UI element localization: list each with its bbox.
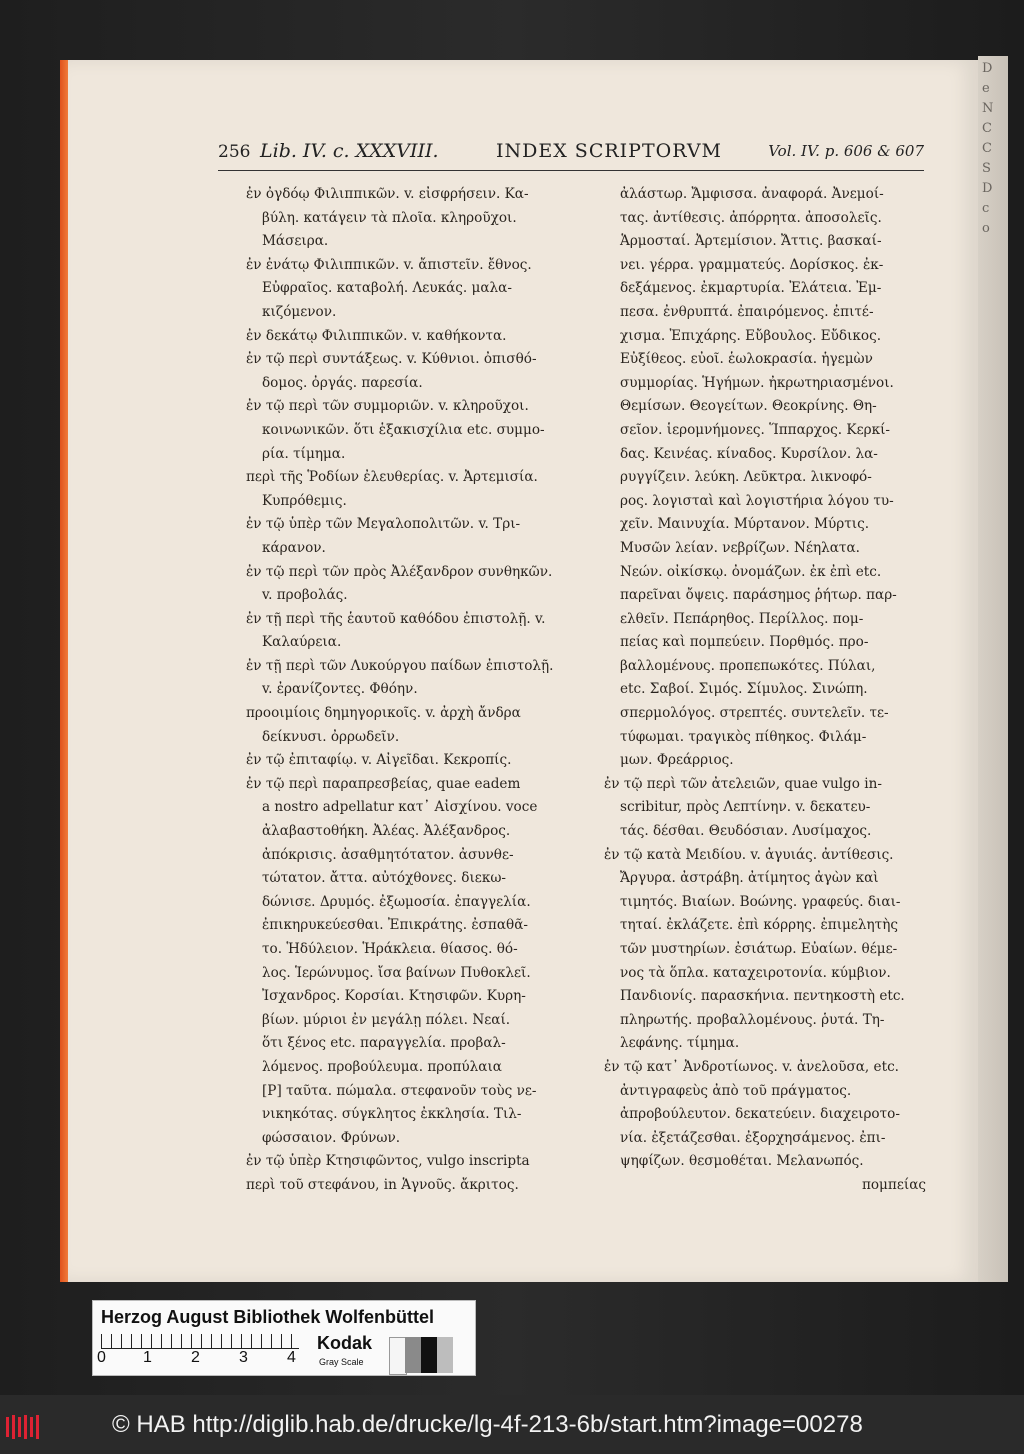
text-line: τας. ἀντίθεσις. ἀπόρρητα. ἀποσολεῖς. [620,209,882,226]
text-line: βύλη. κατάγειν τὰ πλοῖα. κληροῦχοι. [262,209,517,226]
text-line: Ἄργυρα. ἀστράβη. ἀτίμητος ἀγὼν καὶ [620,870,879,887]
catchword: πομπείας [861,1176,926,1193]
scale-number: 4 [287,1349,296,1366]
text-line: Ἁρμοσταί. Ἀρτεμίσιον. Ἄττις. βασκαί- [620,233,882,250]
text-line: a nostro adpellatur κατ᾽ Αἰσχίνου. voce [262,799,538,816]
text-line: ἐν τῷ περὶ παραπρεσβείας, quae eadem [246,775,521,792]
text-line: δώνισε. Δρυμός. ἐξωμοσία. ἐπαγγελία. [262,893,531,910]
page-number: 256 [218,142,251,162]
text-line: κάρανον. [262,539,326,556]
text-line: Καλαύρεια. [262,634,342,651]
text-line: v. ἐρανίζοντες. Φθόην. [262,681,418,698]
scale-number: 0 [97,1349,106,1366]
text-line: σεῖον. ἱερομνήμονες. Ἵππαρχος. Κερκί- [620,421,891,438]
text-line: ἐν τῷ περὶ τῶν συμμοριῶν. v. κληροῦχοι. [246,398,529,415]
gray-patch [405,1337,421,1373]
color-calibration-bar [92,1300,476,1376]
text-line: δας. Κεινέας. κίναδος. Κυρσίλον. λα- [620,445,878,462]
text-line: τηταί. ἐκλάζετε. ἐπὶ κόρρης. ἐπιμελητὴς [620,917,898,934]
text-line: νικηκότας. σύγκλητος ἐκκλησία. Τιλ- [262,1106,522,1123]
text-line: τάς. δέσθαι. Θευδόσιαν. Λυσίμαχος. [620,823,872,840]
text-line: ελθεῖν. Πεπάρηθος. Περίλλος. πομ- [620,610,864,627]
text-line: χεῖν. Μαινυχία. Μύρτανον. Μύρτις. [620,516,870,533]
text-line: λεφάνης. τίμημα. [620,1035,740,1052]
text-line: ἐν τῷ ἐπιταφίῳ. v. Αἰγεῖδαι. Κεκροπίς. [246,752,512,769]
text-line: v. προβολάς. [262,587,348,604]
text-line: χισμα. Ἐπιχάρης. Εὔβουλος. Εὔδικος. [620,327,882,344]
text-line: ἐν τῷ ὑπὲρ Κτησιφῶντος, vulgo inscripta [246,1153,530,1170]
hab-logo-icon [4,1413,44,1441]
text-line: Ἰσχανδρος. Κορσίαι. Κτησιφῶν. Κυρη- [262,988,526,1005]
left-text-column [246,183,572,1198]
text-line: scribitur, πρὸς Λεπτίνην. v. δεκατευ- [620,799,871,816]
text-line: Μάσειρα. [262,233,329,250]
facing-page-edge: D e N C C S D c o [978,56,1008,1282]
library-label: Herzog August Bibliothek Wolfenbüttel [101,1307,434,1327]
text-line: κιζόμενον. [262,303,337,320]
text-line: δείκνυσι. ὀρρωδεῖν. [262,728,400,745]
text-line: Πανδιονίς. παρασκήνια. πεντηκοστὴ etc. [620,988,905,1005]
footer-bar [0,1395,1024,1454]
text-line: etc. Σαβοί. Σιμός. Σίμυλος. Σινώπη. [620,681,868,698]
text-line: Εὐξίθεος. εὐοῖ. ἑωλοκρασία. ἡγεμὼν [620,351,873,368]
text-line: προοιμίοις δημηγορικοῖς. v. ἀρχὴ ἄνδρα [246,705,521,722]
text-line: λος. Ἱερώνυμος. ἴσα βαίνων Πυθοκλεῖ. [262,964,531,981]
text-line: δεξάμενος. ἐκμαρτυρία. Ἐλάτεια. Ἐμ- [620,280,882,297]
text-line: πληρωτής. προβαλλομένους. ῥυτά. Τη- [620,1011,885,1028]
text-line: ἐν τῷ περὶ τῶν ἀτελειῶν, quae vulgo in- [604,775,882,792]
text-line: τώτατον. ἄττα. αὐτόχθονες. διεκω- [262,870,507,887]
volume-ref: Vol. IV. p. 606 & 607 [768,142,924,160]
text-line: ἀπροβούλευτον. δεκατεύειν. διαχειροτο- [620,1106,900,1123]
text-line: Μυσῶν λείαν. νεβρίζων. Νέηλατα. [620,539,860,556]
text-line: ἐν τῷ περὶ τῶν πρὸς Ἀλέξανδρον συνθηκῶν. [246,563,553,580]
scale-number: 1 [143,1349,152,1366]
text-line: ἐπικηρυκεύεσθαι. Ἐπικράτης. ἐσπαθᾶ- [262,917,529,934]
page-title: INDEX SCRIPTORVM [496,140,723,162]
text-line: περὶ τῆς Ῥοδίων ἐλευθερίας. v. Ἀρτεμισία. [246,469,538,486]
text-line: Νεών. οἰκίσκῳ. ὀνομάζων. ἐκ ἐπὶ etc. [620,563,882,580]
scale-number: 2 [191,1349,200,1366]
text-line: το. Ἡδύλειον. Ἡράκλεια. θίασος. θό- [262,941,518,957]
page-fore-edge [60,60,68,1282]
text-line: νος τὰ ὅπλα. καταχειροτονία. κύμβιον. [620,964,891,981]
text-line: ἐν τῷ κατὰ Μειδίου. v. ἀγυιάς. ἀντίθεσις. [604,846,894,863]
text-line: [Ρ] ταῦτα. πώμαλα. στεφανοῦν τοὺς νε- [262,1082,537,1099]
text-line: βίων. μύριοι ἐν μεγάλῃ πόλει. Νεαί. [262,1011,511,1028]
text-line: ἐν ἐνάτῳ Φιλιππικῶν. v. ἄπιστεῖν. ἔθνος. [246,256,532,273]
text-line: δομος. ὀργάς. παρεσία. [262,374,423,391]
text-line: ἐν τῷ ὑπὲρ τῶν Μεγαλοπολιτῶν. v. Τρι- [246,516,521,533]
text-line: λόμενος. προβούλευμα. προπύλαια [262,1058,502,1075]
kodak-logo: Kodak [317,1333,373,1353]
text-line: Θεμίσων. Θεογείτων. Θεοκρίνης. Θη- [620,398,877,415]
text-line: ἐν τῇ περὶ τῶν Λυκούργου παίδων ἐπιστολῇ. [246,657,554,674]
text-line: ἀλαβαστοθήκη. Ἀλέας. Ἀλέξανδρος. [262,823,511,840]
grayscale-label: Gray Scale [319,1357,364,1367]
text-line: κοινωνικῶν. ὅτι ἑξακισχίλια etc. συμμο- [262,421,545,438]
text-line: ἀπόκρισις. ἀσαθμητότατον. ἀσυνθε- [262,846,514,863]
right-text-column [604,183,926,1198]
text-line: ἀλάστωρ. Ἄμφισσα. ἀναφορά. Ἀνεμοί- [620,186,884,202]
text-line: ἐν τῷ περὶ συντάξεως. v. Κύθνιοι. ὀπισθό- [246,351,537,368]
text-line: ψηφίζων. θεσμοθέται. Μελανωπός. [620,1153,864,1170]
text-line: Κυπρόθεμις. [262,492,347,509]
text-line: ρυγγίζειν. λεύκη. Λεῦκτρα. λικνοφό- [620,469,872,486]
running-header [218,140,924,171]
scale-ruler [101,1334,299,1349]
text-line: πείας καὶ πομπεύειν. Πορθμός. προ- [620,634,869,651]
text-line: πεσα. ἐνθρυπτά. ἐπαιρόμενος. ἐπιτέ- [620,303,874,320]
text-line: ὅτι ξένος etc. παραγγελία. προβαλ- [262,1035,506,1052]
text-line: τύφωμαι. τραγικὸς πίθηκος. Φιλάμ- [620,728,867,745]
text-line: σπερμολόγος. στρεπτές. συντελεῖν. τε- [620,705,889,722]
text-line: ρία. τίμημα. [262,445,346,462]
text-line: τιμητός. Βιαίων. Βοώνης. γραφεύς. διαι- [620,893,901,910]
scale-number: 3 [239,1349,248,1366]
text-line: βαλλομένους. προπεπωκότες. Πύλαι, [620,657,876,674]
text-line: ἐν δεκάτῳ Φιλιππικῶν. v. καθήκοντα. [246,327,507,344]
text-line: παρεῖναι ὄψεις. παράσημος ῥήτωρ. παρ- [620,587,897,604]
text-line: ἐν τῇ περὶ τῆς ἑαυτοῦ καθόδου ἐπιστολῇ. v. [246,610,546,627]
copyright-link[interactable]: © HAB http://diglib.hab.de/drucke/lg-4f-213-6b/start.htm?image=00278 [112,1411,863,1438]
gray-patch [421,1337,437,1373]
text-line: ἀντιγραφεὺς ἀπὸ τοῦ πράγματος. [620,1082,852,1099]
gray-patch [437,1337,453,1373]
text-line: μων. Φρεάρριος. [620,752,734,769]
text-line: ἐν ὀγδόῳ Φιλιππικῶν. v. εἰσφρήσειν. Κα- [246,186,529,202]
chapter-ref: Lib. IV. c. XXXVIII. [260,140,439,162]
text-line: νία. ἐξετάζεσθαι. ἐξορχησάμενος. ἐπι- [620,1129,886,1146]
text-line: ἐν τῷ κατ᾽ Ἀνδροτίωνος. v. ἀνελοῦσα, etc. [604,1058,899,1075]
text-line: περὶ τοῦ στεφάνου, in Ἁγνοῦς. ἄκριτος. [246,1176,519,1193]
text-line: τῶν μυστηρίων. ἐσιάτωρ. Εὐαίων. θέμε- [620,941,898,957]
text-line: συμμορίας. Ἡγήμων. ἠκρωτηριασμένοι. [620,374,894,391]
text-line: φώσσαιον. Φρύνων. [262,1129,401,1146]
text-line: ρος. λογισταὶ καὶ λογιστήρια λόγου τυ- [620,492,894,509]
text-line: νει. γέρρα. γραμματεύς. Δορίσκος. ἐκ- [620,256,884,273]
text-line: Εὐφραῖος. καταβολή. Λευκάς. μαλα- [262,280,512,297]
